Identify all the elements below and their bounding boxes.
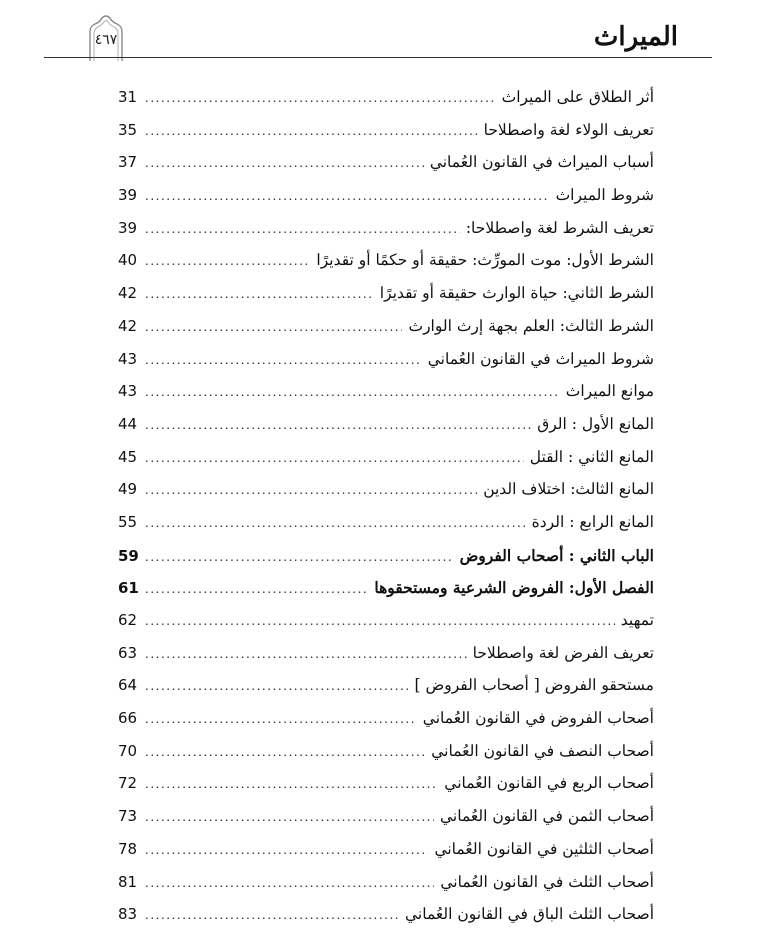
toc-dot-leader (145, 418, 531, 432)
toc-entry-page: 70 (118, 741, 138, 760)
toc-entry-page: 42 (118, 284, 138, 303)
toc-entry-page: 39 (118, 186, 138, 205)
toc-entry (118, 317, 654, 350)
toc-entry (118, 448, 654, 481)
toc-entry-page: 44 (118, 414, 138, 433)
toc-entry (118, 219, 654, 252)
toc-entry-title: أصحاب الثلث الباق في القانون العُماني (405, 905, 654, 924)
toc-entry-page: 83 (118, 905, 138, 924)
toc-dot-leader (145, 745, 425, 759)
toc-dot-leader (145, 353, 422, 367)
toc-entry-page: 39 (118, 218, 138, 237)
toc-dot-leader (145, 483, 477, 497)
toc-entry-page: 66 (118, 709, 138, 728)
toc-dot-leader (145, 287, 374, 301)
toc-dot-leader (145, 908, 399, 922)
toc-dot-leader (145, 222, 460, 236)
toc-entry-title: أصحاب الثلث في القانون العُماني (440, 872, 654, 891)
toc-dot-leader (145, 156, 424, 170)
toc-dot-leader (145, 777, 438, 791)
toc-entry-title: أثر الطلاق على الميراث (501, 88, 654, 106)
toc-entry (118, 121, 654, 154)
toc-entry-title: أصحاب الثمن في القانون العُماني (439, 807, 654, 826)
toc-entry-title: المانع الأول : الرق (537, 414, 654, 433)
toc-entry (118, 88, 654, 121)
toc-dot-leader (145, 843, 428, 857)
toc-entry-title: تعريف الفرض لغة واصطلاحا (472, 643, 654, 662)
toc-entry-page: 73 (118, 807, 138, 826)
toc-entry-page: 78 (118, 839, 138, 858)
toc-entry-title: موانع الميراث (565, 382, 654, 401)
toc-dot-leader (145, 320, 402, 334)
toc-entry-title: الشرط الثاني: حياة الوارث حقيقة أو تقديرًا (379, 284, 654, 303)
toc-dot-leader (145, 189, 550, 203)
toc-dot-leader (145, 550, 454, 564)
toc-entry-page: 42 (118, 316, 138, 335)
toc-entry-page: 43 (118, 382, 138, 401)
toc-entry-page: 43 (118, 349, 138, 368)
table-of-contents (118, 88, 654, 938)
toc-entry-title: المانع الرابع : الردة (531, 512, 654, 531)
toc-entry (118, 840, 654, 873)
toc-entry (118, 350, 654, 383)
toc-entry-title: تعريف الشرط لغة واصطلاحا: (465, 218, 654, 237)
toc-entry-page: 72 (118, 774, 138, 793)
toc-dot-leader (145, 712, 417, 726)
toc-entry (118, 382, 654, 415)
toc-entry-page: 55 (118, 512, 138, 531)
book-title: الميراث (593, 22, 678, 52)
toc-entry-title: المانع الثالث: اختلاف الدين (483, 480, 654, 499)
toc-dot-leader (145, 679, 409, 693)
toc-entry (118, 480, 654, 513)
toc-entry (118, 873, 654, 906)
toc-entry-page: 64 (118, 676, 138, 695)
toc-entry-page: 49 (118, 480, 138, 499)
toc-entry-title: شروط الميراث في القانون العُماني (427, 349, 654, 368)
header-divider (44, 57, 712, 58)
toc-entry (118, 546, 654, 579)
toc-entry-title: الشرط الأول: موت المورِّث: حقيقة أو حكمًا أو تقديرًا (316, 251, 654, 270)
toc-entry (118, 284, 654, 317)
toc-entry (118, 742, 654, 775)
toc-dot-leader (145, 516, 526, 530)
toc-entry-page: 31 (118, 88, 138, 106)
toc-entry (118, 153, 654, 186)
toc-entry (118, 251, 654, 284)
toc-entry-title: أصحاب الربع في القانون العُماني (444, 774, 654, 793)
toc-entry-title: شروط الميراث (555, 186, 654, 205)
toc-dot-leader (145, 385, 560, 399)
toc-entry (118, 709, 654, 742)
toc-entry-page: 62 (118, 611, 138, 629)
toc-entry (118, 774, 654, 807)
toc-entry (118, 644, 654, 677)
page-header (0, 0, 778, 62)
toc-dot-leader (145, 91, 496, 105)
toc-entry-title: تعريف الولاء لغة واصطلاحا (483, 120, 654, 139)
toc-entry-title: تمهيد (620, 611, 654, 629)
page-number: ٤٦٧ (94, 32, 118, 48)
toc-entry-title: مستحقو الفروض [ أصحاب الفروض ] (414, 676, 654, 695)
toc-entry (118, 905, 654, 938)
toc-entry-title: أسباب الميراث في القانون العُماني (429, 153, 654, 172)
toc-dot-leader (145, 876, 434, 890)
toc-entry (118, 611, 654, 644)
toc-entry (118, 513, 654, 546)
toc-dot-leader (145, 647, 467, 661)
toc-entry-title: الباب الثاني : أصحاب الفروض (459, 545, 654, 565)
toc-entry-title: الفصل الأول: الفروض الشرعية ومستحقوها (374, 578, 654, 598)
toc-dot-leader (145, 810, 434, 824)
toc-entry (118, 807, 654, 840)
toc-entry-page: 59 (118, 546, 139, 565)
toc-entry-page: 81 (118, 872, 138, 891)
toc-entry-page: 35 (118, 120, 138, 139)
toc-entry (118, 186, 654, 219)
toc-entry-title: الشرط الثالث: العلم بجهة إرث الوارث (408, 316, 654, 335)
toc-entry-page: 37 (118, 153, 138, 172)
toc-entry (118, 578, 654, 611)
toc-dot-leader (145, 451, 524, 465)
toc-entry-page: 63 (118, 643, 138, 662)
toc-dot-leader (145, 254, 310, 268)
toc-dot-leader (145, 124, 478, 138)
toc-entry-page: 61 (118, 579, 139, 598)
toc-dot-leader (145, 582, 368, 596)
toc-entry-page: 40 (118, 251, 138, 270)
toc-entry-title: أصحاب الفروض في القانون العُماني (422, 709, 654, 728)
toc-entry (118, 415, 654, 448)
toc-entry-title: أصحاب الثلثين في القانون العُماني (434, 839, 654, 858)
toc-dot-leader (145, 614, 615, 628)
toc-entry (118, 676, 654, 709)
toc-entry-page: 45 (118, 447, 138, 466)
toc-entry-title: المانع الثاني : القتل (529, 447, 654, 466)
toc-entry-title: أصحاب النصف في القانون العُماني (431, 741, 654, 760)
